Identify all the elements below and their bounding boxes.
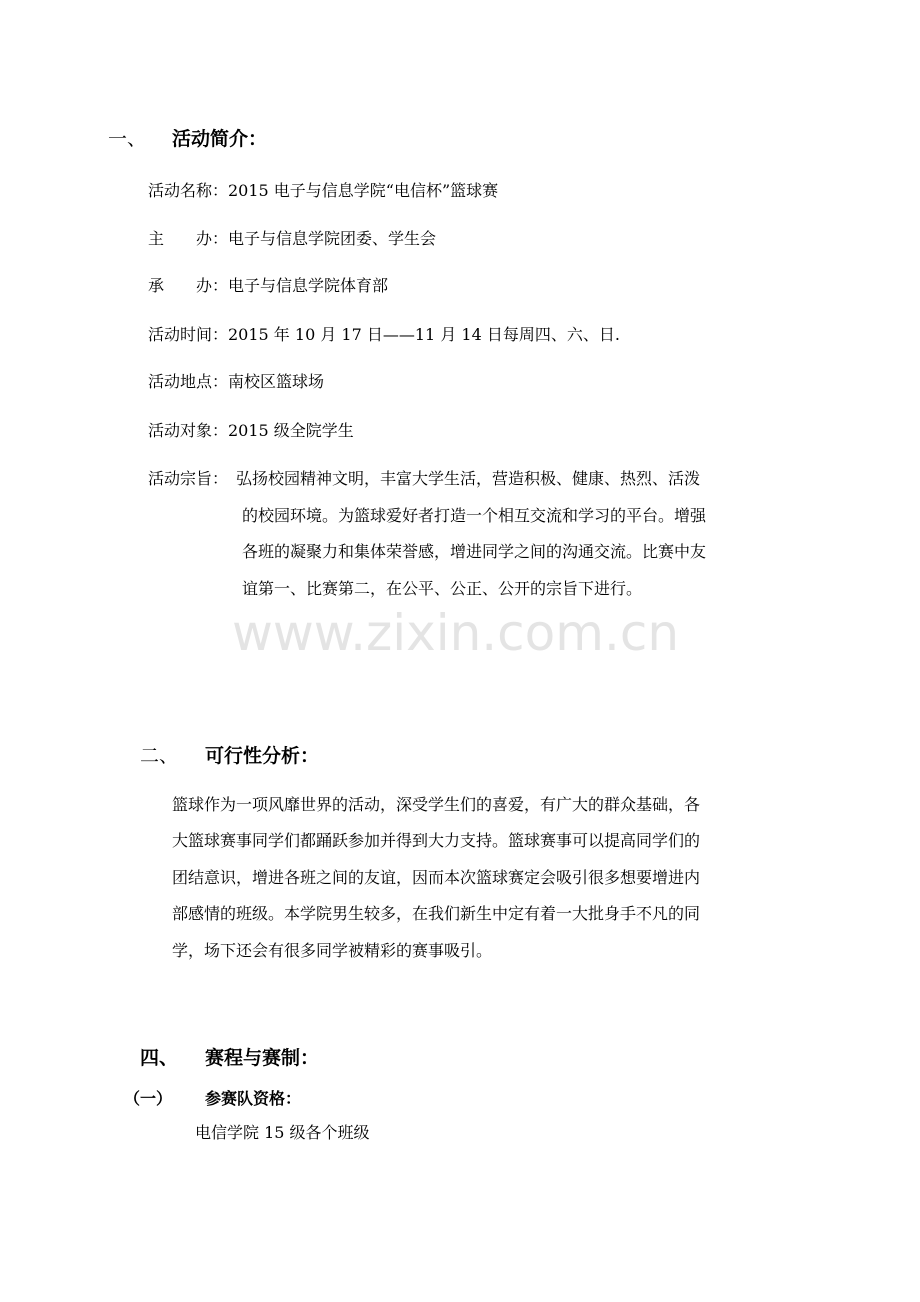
info-item-name: 活动名称：2015 电子与信息学院“电信杯”篮球赛 — [148, 181, 499, 200]
purpose-line-1: 弘扬校园精神文明，丰富大学生活，营造积极、健康、热烈、活泼 — [236, 469, 701, 488]
feasibility-line-3: 团结意识，增进各班之间的友谊，因而本次篮球赛定会吸引很多想要增进内 — [172, 868, 701, 887]
info-item-time: 活动时间：2015 年 10 月 17 日——11 月 14 日每周四、六、日. — [148, 325, 620, 344]
info-item-location: 活动地点：南校区篮球场 — [148, 372, 325, 391]
purpose-line-4: 谊第一、比赛第二，在公平、公正、公开的宗旨下进行。 — [242, 579, 643, 598]
section-4-title: 赛程与赛制： — [205, 1047, 320, 1069]
info-item-host: 主 办：电子与信息学院团委、学生会 — [148, 229, 437, 248]
purpose-label: 活动宗旨： — [148, 469, 229, 488]
watermark: www.zixin.com.cn — [232, 604, 680, 662]
subsection-number: （一） — [124, 1089, 173, 1108]
subsection-title: 参赛队资格： — [205, 1089, 302, 1108]
section-4-heading — [140, 1043, 178, 1070]
info-item-organizer: 承 办：电子与信息学院体育部 — [148, 276, 389, 295]
section-2-title: 可行性分析： — [205, 745, 320, 767]
feasibility-line-2: 大篮球赛事同学们都踊跃参加并得到大力支持。篮球赛事可以提高同学们的 — [172, 831, 701, 850]
section-2-heading — [140, 741, 178, 768]
purpose-line-2: 的校园环境。为篮球爱好者打造一个相互交流和学习的平台。增强 — [242, 506, 707, 525]
feasibility-line-1: 篮球作为一项风靡世界的活动，深受学生们的喜爱，有广大的群众基础，各 — [172, 795, 701, 814]
section-2-number: 二、 — [140, 745, 179, 767]
feasibility-line-4: 部感情的班级。本学院男生较多，在我们新生中定有着一大批身手不凡的同 — [172, 904, 701, 923]
section-1-number: 一、 — [108, 128, 147, 150]
info-item-audience: 活动对象：2015 级全院学生 — [148, 421, 354, 440]
feasibility-line-5: 学，场下还会有很多同学被精彩的赛事吸引。 — [172, 941, 493, 960]
section-1-heading — [108, 124, 146, 151]
section-4-number: 四、 — [140, 1047, 179, 1069]
section-1-title: 活动简介： — [172, 128, 268, 150]
subsection-text: 电信学院 15 级各个班级 — [195, 1123, 370, 1142]
purpose-line-3: 各班的凝聚力和集体荣誉感，增进同学之间的沟通交流。比赛中友 — [242, 542, 707, 561]
